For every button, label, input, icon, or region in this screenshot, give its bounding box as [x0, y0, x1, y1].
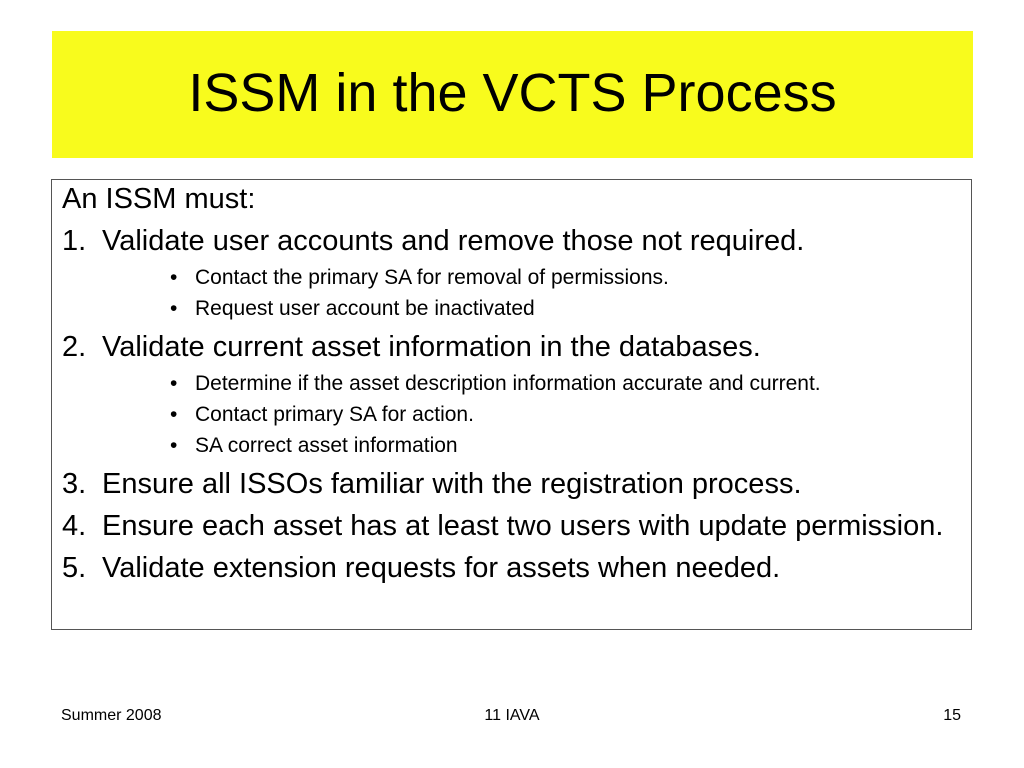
sub-bullet — [62, 432, 961, 459]
sub-bullet-text: SA correct asset information — [195, 434, 458, 457]
list-item-number: 1. — [62, 225, 87, 257]
bullet-dot-icon: • — [170, 372, 178, 395]
footer-date: Summer 2008 — [61, 707, 162, 724]
slide-title: ISSM in the VCTS Process — [188, 62, 837, 123]
intro-text: An ISSM must: — [62, 183, 256, 215]
sub-bullet-text: Determine if the asset description information accurate and current. — [195, 372, 821, 395]
sub-bullet-text: Contact primary SA for action. — [195, 403, 474, 426]
bullet-dot-icon: • — [170, 403, 178, 426]
sub-bullet-text: Contact the primary SA for removal of permissions. — [195, 266, 669, 289]
list-item-text: Validate current asset information in the databases. — [102, 331, 761, 363]
sub-bullet-list — [62, 264, 961, 322]
sub-bullet — [62, 370, 961, 397]
list-item-number: 3. — [62, 468, 87, 500]
title-banner — [52, 31, 973, 158]
list-item-text: Ensure each asset has at least two users with update permission. — [102, 510, 944, 542]
sub-bullet — [62, 401, 961, 428]
list-item-2 — [62, 330, 961, 364]
footer-center-text: 11 IAVA — [484, 707, 540, 724]
list-item-number: 5. — [62, 552, 87, 584]
bullet-dot-icon: • — [170, 266, 178, 289]
sub-bullet — [62, 264, 961, 291]
list-item-5 — [62, 551, 961, 585]
sub-bullet-text: Request user account be inactivated — [195, 297, 535, 320]
list-item-4 — [62, 509, 961, 543]
content-box — [51, 179, 972, 630]
list-item-text: Validate user accounts and remove those not required. — [102, 225, 805, 257]
list-item-1 — [62, 224, 961, 258]
bullet-dot-icon: • — [170, 434, 178, 457]
bullet-dot-icon: • — [170, 297, 178, 320]
list-item-number: 4. — [62, 510, 87, 542]
sub-bullet — [62, 295, 961, 322]
list-item-text: Validate extension requests for assets when needed. — [102, 552, 781, 584]
list-item-text: Ensure all ISSOs familiar with the registration process. — [102, 468, 802, 500]
list-item-number: 2. — [62, 331, 87, 363]
sub-bullet-list — [62, 370, 961, 459]
slide-number: 15 — [943, 707, 961, 724]
list-item-3 — [62, 467, 961, 501]
